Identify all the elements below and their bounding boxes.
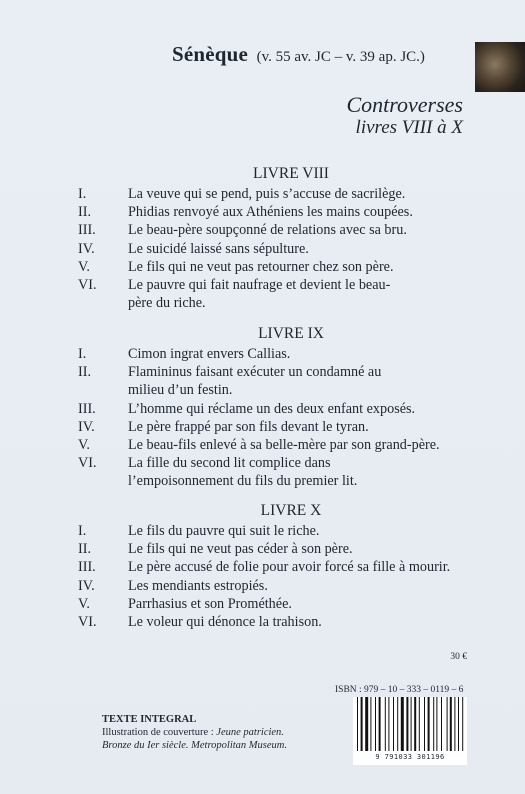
list-item (78, 522, 478, 540)
item-text: Le fils qui ne veut pas retourner chez son père. (128, 258, 394, 275)
section-livre-9 (78, 325, 478, 491)
barcode-bars (353, 697, 467, 753)
isbn: ISBN : 979 – 10 – 333 – 0119 – 6 (335, 685, 464, 695)
barcode-bar (365, 697, 368, 751)
item-text: Flamininus faisant exécuter un condamné au (128, 364, 382, 381)
item-text: Le voleur qui dénonce la trahison. (128, 614, 322, 631)
item-list (78, 345, 478, 491)
title-main: Controverses (346, 92, 463, 117)
barcode-bar (397, 697, 398, 751)
list-item (78, 540, 478, 558)
item-number: I. (78, 186, 87, 202)
item-number: I. (78, 346, 87, 362)
barcode-bar (454, 697, 455, 751)
barcode-bar (450, 697, 452, 751)
barcode-bar (388, 697, 389, 751)
cover-credit (102, 726, 287, 739)
author-name: Sénèque (172, 42, 249, 66)
item-list (78, 185, 478, 312)
cover-credit-prefix: Illustration de couverture : (102, 727, 217, 738)
item-text: Le beau-fils enlevé à sa belle-mère par son grand-père. (128, 437, 440, 454)
list-item (78, 363, 478, 381)
item-number (78, 294, 128, 312)
header (172, 42, 425, 67)
item-number: IV. (78, 577, 95, 594)
barcode-bar (424, 697, 425, 751)
list-item (78, 613, 478, 631)
item-number (78, 381, 128, 399)
book-title (346, 93, 463, 139)
barcode-bar (436, 697, 437, 751)
list-item (78, 558, 478, 576)
list-item (78, 258, 478, 276)
list-item (78, 185, 478, 203)
section-heading: LIVRE VIII (253, 165, 329, 182)
list-item (78, 240, 478, 258)
list-item (78, 436, 478, 454)
item-number: II. (78, 204, 91, 221)
item-number: II. (78, 364, 91, 381)
item-number: III. (78, 400, 96, 417)
item-number (78, 472, 128, 490)
item-text: l’empoisonnement du fils du premier lit. (128, 473, 358, 490)
item-number: VI. (78, 614, 97, 631)
item-text: Le pauvre qui fait naufrage et devient le beau- (128, 277, 391, 294)
barcode-bar (406, 697, 408, 751)
item-number: V. (78, 437, 90, 454)
item-text: La veuve qui se pend, puis s’accuse de sacrilège. (128, 186, 406, 202)
barcode-bar (441, 697, 442, 751)
barcode-bar (361, 697, 363, 751)
item-text: Le père accusé de folie pour avoir forcé sa fille à mourir. (128, 559, 451, 576)
item-text: L’homme qui réclame un des deux enfant exposés. (128, 400, 416, 417)
item-text: Les mendiants estropiés. (128, 577, 268, 594)
cover-credit-title: Jeune patricien. (216, 727, 284, 738)
list-item (78, 276, 478, 294)
barcode-bar (375, 697, 376, 751)
item-number: VI. (78, 455, 97, 472)
list-item (78, 454, 478, 472)
item-text: Cimon ingrat envers Callias. (128, 346, 291, 362)
item-text: père du riche. (128, 295, 206, 312)
section-livre-8 (78, 165, 478, 312)
item-text: Parrhasius et son Prométhée. (128, 595, 292, 612)
item-text: Phidias renvoyé aux Athéniens les mains coupées. (128, 204, 413, 221)
section-livre-10 (78, 502, 478, 631)
barcode-bar (393, 697, 394, 751)
item-number: III. (78, 222, 96, 239)
item-number: II. (78, 541, 91, 558)
list-item (78, 400, 478, 418)
item-number: IV. (78, 240, 95, 257)
item-list (78, 522, 478, 631)
list-item (78, 221, 478, 239)
cover-thumbnail-image (475, 42, 525, 92)
item-text: Le suicidé laissé sans sépulture. (128, 240, 309, 257)
item-number: V. (78, 258, 90, 275)
list-item (78, 472, 478, 490)
barcode-bar (419, 697, 420, 751)
item-number: IV. (78, 418, 95, 435)
credits (102, 713, 287, 752)
barcode-digits: 9 791033 301196 (353, 753, 467, 761)
item-text: Le fils qui ne veut pas céder à son père. (128, 541, 353, 558)
list-item (78, 294, 478, 312)
barcode-bar (357, 697, 358, 751)
section-heading: LIVRE IX (258, 325, 324, 342)
item-text: Le fils du pauvre qui suit le riche. (128, 523, 320, 539)
barcode-bar (370, 697, 371, 751)
cover-credit-detail-text: Bronze du Ier siècle. Metropolitan Museum. (102, 740, 287, 751)
item-text: Le beau-père soupçonné de relations avec sa bru. (128, 222, 407, 239)
item-number: V. (78, 595, 90, 612)
price: 30 € (450, 652, 467, 662)
cover-credit-detail (102, 739, 287, 752)
barcode-bar (462, 697, 463, 751)
barcode-bar (428, 697, 430, 751)
list-item (78, 381, 478, 399)
barcode-bar (458, 697, 459, 751)
barcode-bar (411, 697, 412, 751)
item-number: I. (78, 523, 87, 539)
barcode-bar (433, 697, 434, 751)
author-dates: (v. 55 av. JC – v. 39 ap. JC.) (256, 49, 425, 65)
barcode-bar (401, 697, 404, 751)
list-item (78, 418, 478, 436)
item-text: milieu d’un festin. (128, 382, 233, 399)
item-text: Le père frappé par son fils devant le tyran. (128, 418, 369, 435)
item-number: VI. (78, 277, 97, 294)
list-item (78, 203, 478, 221)
section-heading: LIVRE X (260, 502, 322, 519)
list-item (78, 345, 478, 363)
title-subtitle: livres VIII à X (355, 117, 463, 138)
barcode-bar (414, 697, 416, 751)
barcode-bar (379, 697, 381, 751)
barcode-bar (447, 697, 448, 751)
item-text: La fille du second lit complice dans (128, 455, 331, 472)
item-number: III. (78, 559, 96, 576)
list-item (78, 595, 478, 613)
barcode-bar (385, 697, 386, 751)
list-item (78, 577, 478, 595)
edition-label: TEXTE INTEGRAL (102, 714, 197, 725)
